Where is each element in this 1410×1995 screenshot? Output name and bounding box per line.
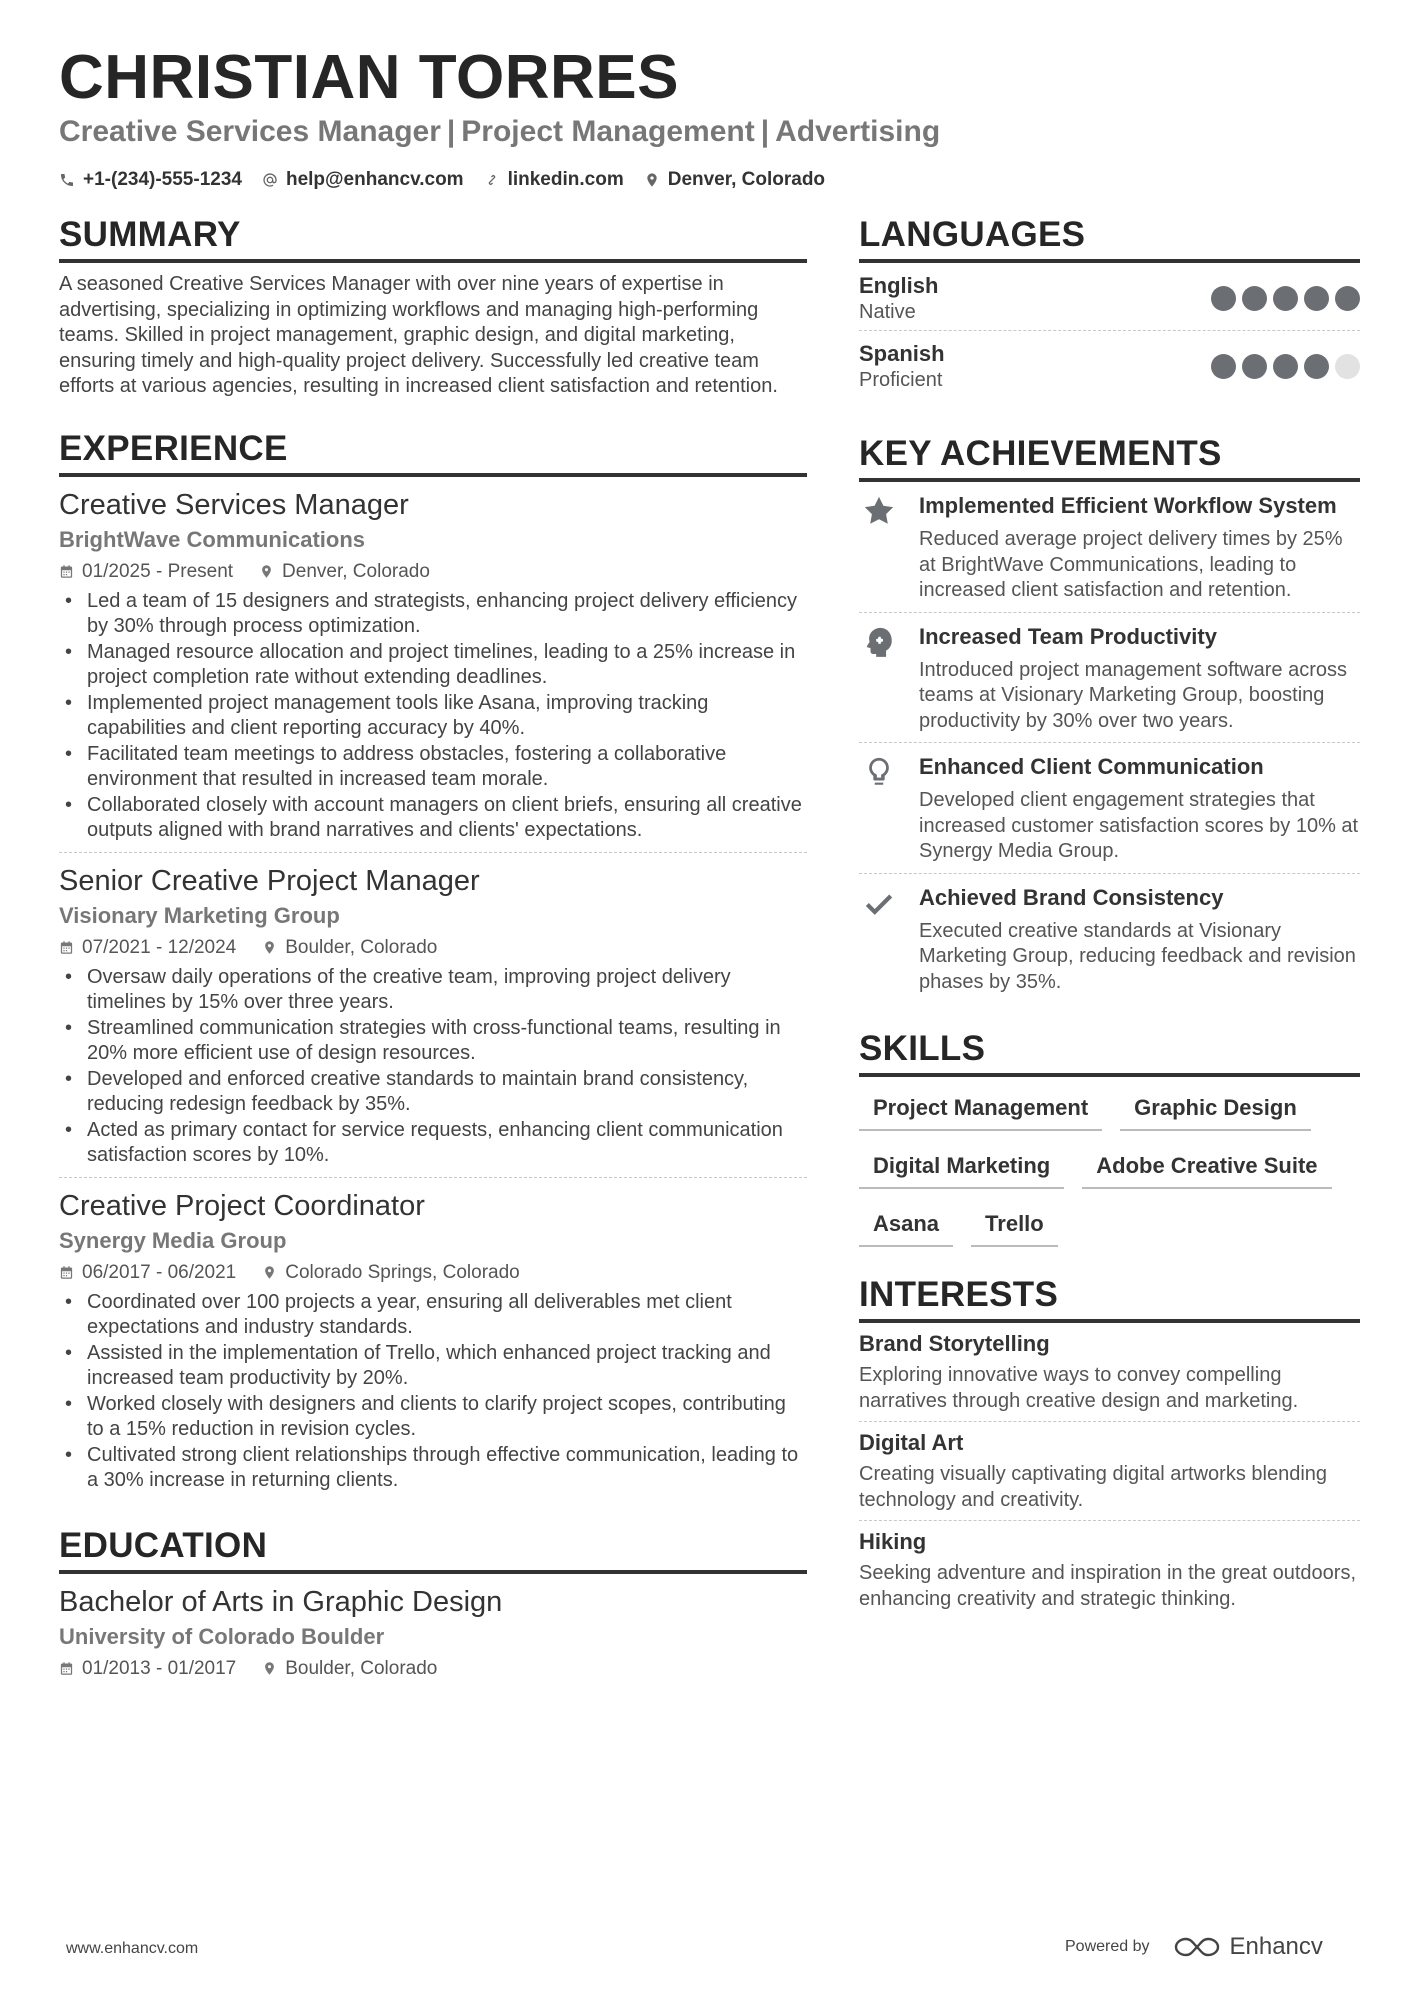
job-entry [59, 1177, 807, 1494]
headline-focus: Project Management [461, 115, 755, 148]
contact-bar [59, 169, 825, 191]
language-level: Proficient [859, 369, 943, 391]
education-title: EDUCATION [59, 1526, 807, 1574]
skill-tag: Asana [859, 1207, 953, 1247]
language-rating [1211, 286, 1360, 311]
job-bullet: • Managed resource allocation and project timelines, leading to a 25% increase in project completion rate without extending deadlines. [59, 640, 807, 691]
rating-dot-filled [1211, 286, 1236, 311]
achievement-item [859, 742, 1360, 873]
summary-section [59, 215, 807, 400]
job-dates [59, 561, 233, 583]
interest-desc: Seeking adventure and inspiration in the great outdoors, enhancing creativity and strategic thinking. [859, 1562, 1357, 1610]
job-location [262, 1262, 519, 1284]
job-bullet: • Worked closely with designers and clients to clarify project scopes, contributing to a 15% reduction in revision cycles. [59, 1392, 807, 1443]
at-icon [262, 172, 278, 188]
education-location-text: Boulder, Colorado [285, 1657, 438, 1679]
interest-title: Digital Art [859, 1430, 964, 1455]
job-dates-text: 01/2025 - Present [82, 560, 234, 582]
location-pin-icon [262, 940, 277, 955]
languages-title: LANGUAGES [859, 215, 1360, 263]
headline-role: Creative Services Manager [59, 115, 441, 148]
experience-section [59, 429, 807, 1494]
job-title: Creative Services Manager [59, 488, 409, 521]
job-bullet: • Collaborated closely with account managers on client briefs, ensuring all creative outputs aligned with brand narratives and clients' expectations. [59, 793, 807, 844]
interest-item [859, 1323, 1360, 1421]
brand-name: Enhancv [1229, 1933, 1323, 1960]
candidate-name: CHRISTIAN TORRES [59, 43, 680, 112]
skill-tag: Graphic Design [1120, 1091, 1311, 1131]
job-bullet: • Cultivated strong client relationships through effective communication, leading to a 30% increase in returning clients. [59, 1443, 807, 1494]
interest-title: Brand Storytelling [859, 1331, 1050, 1356]
job-bullets [59, 589, 807, 844]
right-column [859, 215, 1360, 1619]
achievement-desc: Developed client engagement strategies that increased customer satisfaction scores by 10% at Synergy Media Group. [919, 789, 1359, 862]
job-meta [59, 1262, 807, 1284]
job-dates [59, 937, 236, 959]
language-name: Spanish [859, 341, 945, 366]
interests-title: INTERESTS [859, 1275, 1360, 1323]
headline [59, 115, 940, 149]
phone-icon [59, 172, 75, 188]
education-entry [59, 1574, 807, 1680]
languages-section [859, 215, 1360, 398]
job-bullet: • Facilitated team meetings to address obstacles, fostering a collaborative environment that resulted in increased team morale. [59, 742, 807, 793]
education-dates [59, 1658, 236, 1680]
footer-branding [1065, 1933, 1323, 1961]
summary-text: A seasoned Creative Services Manager with over nine years of expertise in advertising, specializing in optimizing workflows and managing high-performing teams. Skilled in project management, graphic design, and digital marketing, ensuring timely and high-quality project delivery. Successfully led creative team efforts at various agencies, resulting in increased client satisfaction and retention. [59, 273, 778, 397]
achievement-item [859, 612, 1360, 743]
job-bullets [59, 965, 807, 1169]
interest-desc: Exploring innovative ways to convey compelling narratives through creative design and marketing. [859, 1364, 1299, 1412]
interest-item [859, 1520, 1360, 1619]
job-bullet: • Coordinated over 100 projects a year, ensuring all deliverables met client expectations and industry standards. [59, 1290, 807, 1341]
headline-separator: | [446, 115, 456, 148]
lightbulb-icon [862, 755, 896, 789]
calendar-icon [59, 1661, 74, 1676]
language-item [859, 330, 1360, 398]
job-entry [59, 477, 807, 844]
language-name: English [859, 273, 939, 298]
skills-section [859, 1029, 1360, 1247]
interest-title: Hiking [859, 1529, 927, 1554]
checkmark-icon [862, 886, 896, 920]
job-meta [59, 561, 807, 583]
location-pin-icon [644, 172, 660, 188]
achievements-title: KEY ACHIEVEMENTS [859, 434, 1360, 482]
degree: Bachelor of Arts in Graphic Design [59, 1585, 503, 1618]
location-pin-icon [259, 564, 274, 579]
language-item [859, 263, 1360, 330]
location-pin-icon [262, 1265, 277, 1280]
skills-title: SKILLS [859, 1029, 1360, 1077]
achievement-item [859, 873, 1360, 1004]
rating-dot-filled [1335, 286, 1360, 311]
job-location [262, 937, 437, 959]
head-icon [862, 625, 896, 659]
rating-dot-filled [1304, 354, 1329, 379]
skill-tag: Trello [971, 1207, 1058, 1247]
education-location [262, 1658, 437, 1680]
company-name: Synergy Media Group [59, 1227, 287, 1253]
calendar-icon [59, 564, 74, 579]
location-pin-icon [262, 1661, 277, 1676]
headline-separator: | [760, 115, 770, 148]
left-column [59, 215, 807, 1680]
achievement-title: Increased Team Productivity [919, 623, 1217, 649]
headline-industry: Advertising [775, 115, 941, 148]
company-name: Visionary Marketing Group [59, 902, 340, 928]
achievement-title: Implemented Efficient Workflow System [919, 493, 1337, 518]
job-bullet: • Implemented project management tools like Asana, improving tracking capabilities and client reporting accuracy by 40%. [59, 691, 807, 742]
rating-dot-filled [1211, 354, 1236, 379]
rating-dot-filled [1273, 286, 1298, 311]
job-bullet: • Oversaw daily operations of the creative team, improving project delivery timelines by 15% over three years. [59, 965, 807, 1016]
link-icon [484, 172, 500, 188]
skill-tag: Adobe Creative Suite [1082, 1149, 1331, 1189]
contact-phone[interactable] [59, 169, 242, 191]
job-bullet: • Acted as primary contact for service requests, enhancing client communication satisfaction scores by 10%. [59, 1118, 807, 1169]
job-dates [59, 1262, 236, 1284]
phone-text: +1-(234)-555-1234 [83, 169, 242, 190]
company-name: BrightWave Communications [59, 526, 365, 552]
education-section [59, 1526, 807, 1680]
achievement-title: Achieved Brand Consistency [919, 884, 1224, 910]
job-bullets [59, 1290, 807, 1494]
summary-title: SUMMARY [59, 215, 807, 263]
job-entry [59, 852, 807, 1169]
brand-logo[interactable] [1174, 1933, 1323, 1961]
location-text: Denver, Colorado [667, 169, 826, 190]
star-icon [862, 494, 896, 528]
enhancv-logo-icon [1174, 1935, 1220, 1959]
achievement-desc: Executed creative standards at Visionary Marketing Group, reducing feedback and revision phases by 35%. [919, 919, 1356, 993]
language-rating [1211, 354, 1360, 379]
calendar-icon [59, 1265, 74, 1280]
job-bullet: • Developed and enforced creative standards to maintain brand consistency, reducing redesign feedback by 35%. [59, 1067, 807, 1118]
job-bullet: • Assisted in the implementation of Trello, which enhanced project tracking and increased team productivity by 20%. [59, 1341, 807, 1392]
interest-desc: Creating visually captivating digital artworks blending technology and creativity. [859, 1463, 1328, 1511]
achievement-item [859, 482, 1360, 612]
skill-tag: Project Management [859, 1091, 1102, 1131]
calendar-icon [59, 940, 74, 955]
linkedin-text: linkedin.com [507, 169, 624, 190]
rating-dot-filled [1242, 286, 1267, 311]
education-meta [59, 1658, 807, 1680]
school-name: University of Colorado Boulder [59, 1623, 385, 1649]
contact-email[interactable] [262, 169, 464, 191]
language-level: Native [859, 301, 916, 323]
job-bullet: • Streamlined communication strategies with cross-functional teams, resulting in 20% more efficient use of design resources. [59, 1016, 807, 1067]
email-text: help@enhancv.com [285, 169, 464, 190]
job-location [259, 561, 430, 583]
job-location-text: Colorado Springs, Colorado [285, 1261, 520, 1283]
interest-item [859, 1421, 1360, 1520]
rating-dot-filled [1242, 354, 1267, 379]
rating-dot-empty [1335, 354, 1360, 379]
powered-by-text: Powered by [1065, 1938, 1150, 1955]
contact-linkedin[interactable] [484, 169, 624, 191]
experience-title: EXPERIENCE [59, 429, 807, 477]
job-bullet: • Led a team of 15 designers and strategists, enhancing project delivery efficiency by 30% through process optimization. [59, 589, 807, 640]
rating-dot-filled [1304, 286, 1329, 311]
achievements-section [859, 434, 1360, 1003]
job-location-text: Denver, Colorado [282, 560, 430, 582]
job-location-text: Boulder, Colorado [285, 936, 438, 958]
job-title: Creative Project Coordinator [59, 1189, 425, 1222]
job-meta [59, 937, 807, 959]
achievement-title: Enhanced Client Communication [919, 754, 1264, 779]
achievement-desc: Introduced project management software across teams at Visionary Marketing Group, boosting productivity by 30% over two years. [919, 658, 1347, 732]
education-dates-text: 01/2013 - 01/2017 [82, 1657, 237, 1679]
skills-list [859, 1091, 1360, 1247]
footer-website[interactable]: www.enhancv.com [66, 1940, 199, 1957]
contact-location [644, 169, 825, 191]
rating-dot-filled [1273, 354, 1298, 379]
job-dates-text: 06/2017 - 06/2021 [82, 1261, 237, 1283]
achievement-desc: Reduced average project delivery times by 25% at BrightWave Communications, leading to increased client satisfaction and retention. [919, 528, 1343, 601]
job-dates-text: 07/2021 - 12/2024 [82, 936, 237, 958]
skill-tag: Digital Marketing [859, 1149, 1064, 1189]
interests-section [859, 1275, 1360, 1619]
job-title: Senior Creative Project Manager [59, 864, 480, 897]
